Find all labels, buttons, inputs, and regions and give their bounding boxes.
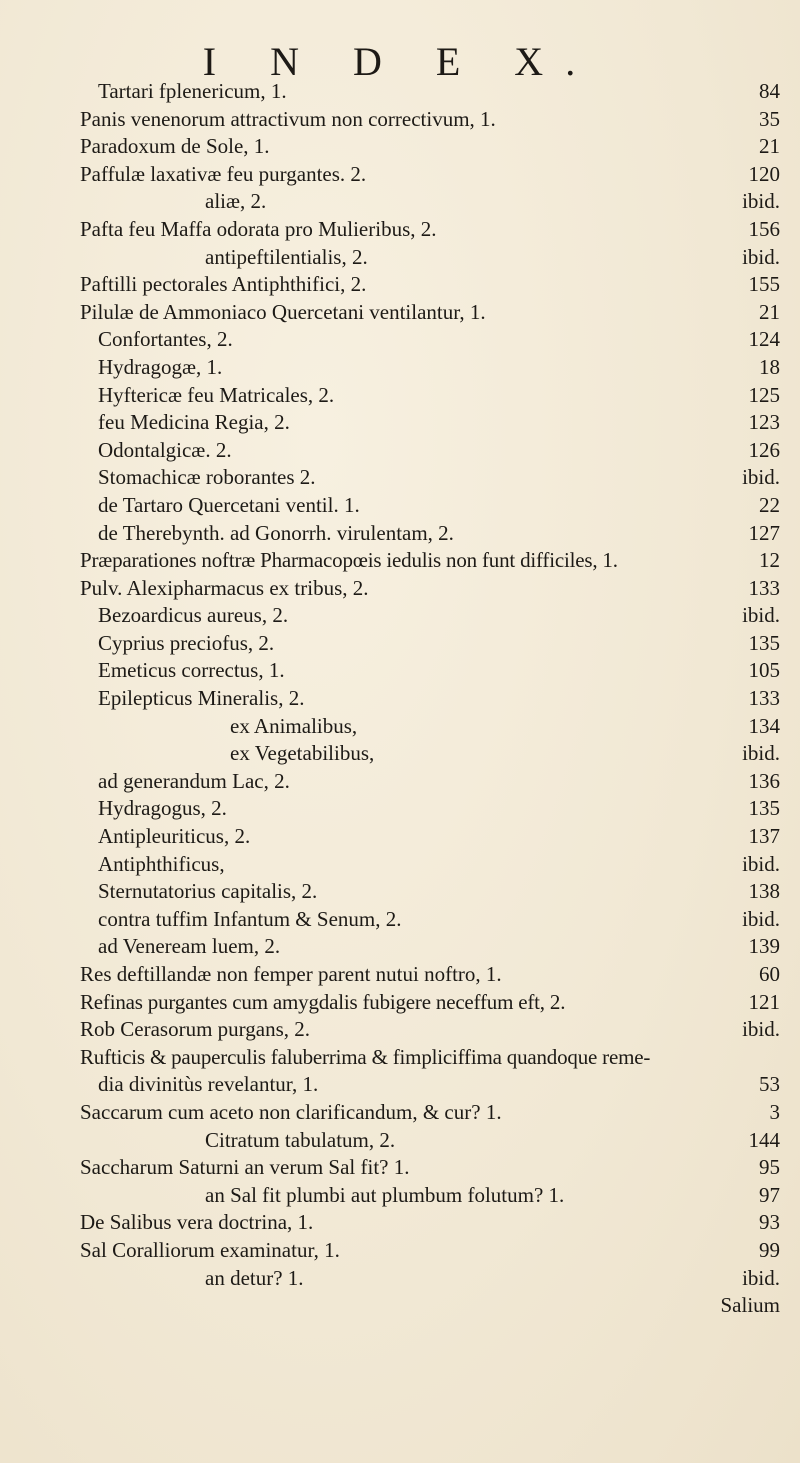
entry-text: Sternutatorius capitalis, 2.	[98, 879, 318, 904]
entry-page-number: 120	[748, 161, 780, 186]
index-entry	[80, 740, 780, 768]
index-entry	[80, 244, 780, 272]
entry-page-number: 105	[748, 658, 780, 683]
index-entry	[80, 823, 780, 851]
index-entry	[80, 326, 780, 354]
index-entry	[80, 354, 780, 382]
index-entry	[80, 1265, 780, 1293]
index-entry	[80, 437, 780, 465]
index-entry	[80, 492, 780, 520]
entry-text: antipeftilentialis, 2.	[205, 244, 368, 269]
entry-page-number: 155	[748, 272, 780, 297]
entry-page-number: ibid.	[742, 603, 780, 628]
index-entry	[80, 1182, 780, 1210]
index-entry	[80, 382, 780, 410]
entry-page-number: 124	[748, 327, 780, 352]
index-entry	[80, 1237, 780, 1265]
entry-page-number: ibid.	[742, 189, 780, 214]
entry-page-number: 121	[748, 989, 780, 1014]
entry-page-number: 139	[748, 934, 780, 959]
entry-page-number: ibid.	[742, 741, 780, 766]
index-entry	[80, 851, 780, 879]
index-entry	[80, 464, 780, 492]
entry-text: Pilulæ de Ammoniaco Quercetani ventilantur, 1.	[80, 299, 486, 324]
entry-page-number: ibid.	[742, 851, 780, 876]
index-entry	[80, 878, 780, 906]
entry-text: Epilepticus Mineralis, 2.	[98, 686, 305, 711]
entry-page-number: ibid.	[742, 465, 780, 490]
entry-text: Præparationes noftræ Pharmacopœis iedulis non funt difficiles, 1.	[80, 548, 618, 573]
index-entry	[80, 989, 780, 1017]
entry-text: ad generandum Lac, 2.	[98, 768, 290, 793]
index-entry	[80, 133, 780, 161]
index-entry	[80, 1209, 780, 1237]
entry-page-number: 138	[748, 879, 780, 904]
entry-page-number: ibid.	[742, 1017, 780, 1042]
entry-text: ad Veneream luem, 2.	[98, 934, 281, 959]
entry-text: Res deftillandæ non femper parent nutui noftro, 1.	[80, 962, 502, 986]
entry-page-number: 156	[748, 216, 780, 241]
entry-page-number: 136	[748, 768, 780, 793]
index-entry	[80, 78, 780, 106]
entry-page-number: 21	[759, 134, 780, 159]
entry-text: Antiphthificus,	[98, 851, 225, 876]
entry-text: ex Vegetabilibus,	[230, 741, 375, 766]
entry-text: Paradoxum de Sole, 1.	[80, 134, 270, 159]
entry-text: dia divinitùs revelantur, 1.	[98, 1072, 319, 1097]
index-entry	[80, 271, 780, 299]
entry-text: Hydragogæ, 1.	[98, 354, 223, 379]
entry-page-number: 135	[748, 796, 780, 821]
entry-text: Panis venenorum attractivum non correctivum, 1.	[80, 106, 496, 131]
index-entry	[80, 1044, 780, 1072]
entry-page-number: 123	[748, 410, 780, 435]
entry-page-number: 144	[748, 1127, 780, 1152]
entry-text: Emeticus correctus, 1.	[98, 658, 285, 683]
index-entry	[80, 1154, 780, 1182]
index-entries	[80, 78, 780, 1320]
index-entry	[80, 657, 780, 685]
entry-page-number: 133	[748, 686, 780, 711]
entry-text: Confortantes, 2.	[98, 327, 233, 352]
index-entry	[80, 520, 780, 548]
entry-page-number: 35	[759, 106, 780, 131]
entry-text: Bezoardicus aureus, 2.	[98, 603, 289, 628]
index-entry	[80, 161, 780, 189]
entry-page-number: 21	[759, 299, 780, 324]
index-entry	[80, 933, 780, 961]
index-entry	[80, 1127, 780, 1155]
entry-page-number: 93	[759, 1210, 780, 1235]
entry-page-number: ibid.	[742, 1265, 780, 1290]
index-entry	[80, 602, 780, 630]
index-entry	[80, 1292, 780, 1320]
entry-text: Pafta feu Maffa odorata pro Mulieribus, 2.	[80, 216, 437, 241]
entry-text: Saccarum cum aceto non clarificandum, & cur? 1.	[80, 1099, 502, 1124]
index-entry	[80, 961, 780, 989]
index-entry	[80, 1099, 780, 1127]
entry-text: De Salibus vera doctrina, 1.	[80, 1210, 314, 1235]
entry-text: de Tartaro Quercetani ventil. 1.	[98, 492, 360, 517]
entry-page-number: 18	[759, 354, 780, 379]
entry-text: de Therebynth. ad Gonorrh. virulentam, 2.	[98, 520, 454, 545]
entry-text: an Sal fit plumbi aut plumbum folutum? 1.	[205, 1182, 565, 1207]
entry-page-number: 97	[759, 1182, 780, 1207]
entry-page-number: 99	[759, 1237, 780, 1262]
index-entry	[80, 216, 780, 244]
entry-text: Cyprius preciofus, 2.	[98, 630, 275, 655]
entry-page-number: 60	[759, 962, 780, 986]
index-entry	[80, 630, 780, 658]
entry-page-number: ibid.	[742, 244, 780, 269]
index-entry	[80, 713, 780, 741]
entry-page-number: 134	[748, 713, 780, 738]
index-entry	[80, 299, 780, 327]
entry-text: Hyftericæ feu Matricales, 2.	[98, 382, 335, 407]
index-entry	[80, 768, 780, 796]
index-entry	[80, 685, 780, 713]
entry-page-number: 53	[759, 1072, 780, 1097]
entry-page-number: 84	[759, 79, 780, 103]
entry-text: Paffulæ laxativæ feu purgantes. 2.	[80, 161, 367, 186]
entry-text: feu Medicina Regia, 2.	[98, 410, 290, 435]
entry-text: Rob Cerasorum purgans, 2.	[80, 1017, 311, 1042]
entry-page-number: 133	[748, 575, 780, 600]
index-entry	[80, 575, 780, 603]
entry-text: Refinas purgantes cum amygdalis fubigere neceffum eft, 2.	[80, 989, 566, 1014]
entry-page-number: Salium	[720, 1293, 780, 1318]
entry-text: Citratum tabulatum, 2.	[205, 1127, 396, 1152]
entry-text: Odontalgicæ. 2.	[98, 437, 232, 462]
entry-text: Pulv. Alexipharmacus ex tribus, 2.	[80, 575, 369, 600]
entry-text: Stomachicæ roborantes 2.	[98, 465, 316, 490]
entry-text: Antipleuriticus, 2.	[98, 824, 251, 849]
entry-text: aliæ, 2.	[205, 189, 267, 214]
index-entry	[80, 106, 780, 134]
entry-text: Tartari fplenericum, 1.	[98, 79, 287, 103]
entry-page-number: 127	[748, 520, 780, 545]
entry-page-number: 126	[748, 437, 780, 462]
entry-page-number: 22	[759, 492, 780, 517]
entry-page-number: 135	[748, 630, 780, 655]
entry-text: Rufticis & pauperculis faluberrima & fimpliciffima quandoque reme-	[80, 1044, 651, 1069]
index-entry	[80, 409, 780, 437]
entry-text: an detur? 1.	[205, 1265, 304, 1290]
index-entry	[80, 906, 780, 934]
index-entry	[80, 1071, 780, 1099]
index-entry	[80, 1016, 780, 1044]
entry-page-number: 12	[759, 548, 780, 573]
index-entry	[80, 795, 780, 823]
entry-text: Hydragogus, 2.	[98, 796, 227, 821]
entry-text: ex Animalibus,	[230, 713, 358, 738]
entry-text: Saccharum Saturni an verum Sal fit? 1.	[80, 1155, 410, 1180]
entry-page-number: ibid.	[742, 906, 780, 931]
index-entry	[80, 547, 780, 575]
index-entry	[80, 188, 780, 216]
entry-text: contra tuffim Infantum & Senum, 2.	[98, 906, 402, 931]
entry-text: Sal Coralliorum examinatur, 1.	[80, 1237, 340, 1262]
page-title: I N D E X.	[202, 39, 598, 84]
entry-page-number: 125	[748, 382, 780, 407]
entry-page-number: 137	[748, 824, 780, 849]
entry-text: Paftilli pectorales Antiphthifici, 2.	[80, 272, 367, 297]
entry-page-number: 95	[759, 1155, 780, 1180]
entry-page-number: 3	[769, 1099, 780, 1124]
